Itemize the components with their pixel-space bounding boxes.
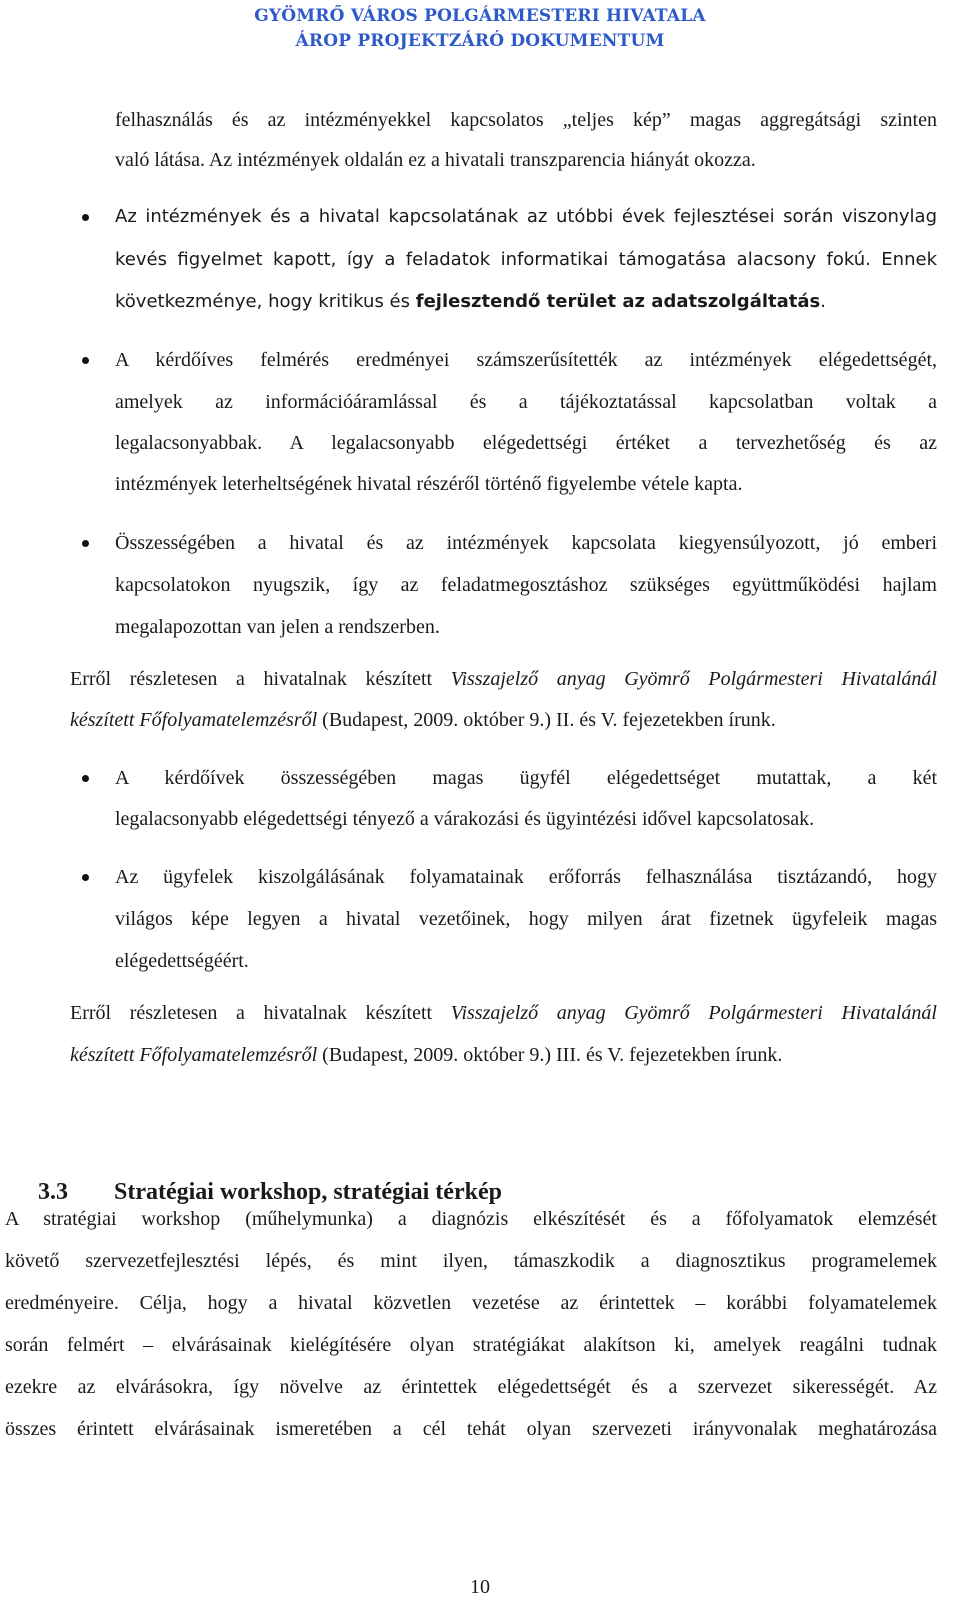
text-line: eredményeire. Célja, hogy a hivatal közvetlen vezetése az érintettek – korábbi folyamatelemek (5, 1292, 937, 1314)
document-title: készített Főfolyamatelemzésről (70, 709, 318, 731)
text-line: felhasználás és az intézményekkel kapcsolatos „teljes kép” magas aggregátsági szinten (115, 109, 937, 131)
document-title: készített Főfolyamatelemzésről (70, 1044, 318, 1066)
bullet-icon (82, 775, 89, 782)
bullet-icon (82, 540, 89, 547)
text-line: világos képe legyen a hivatal vezetőinek, hogy milyen árat fizetnek ügyfeleik magas (115, 908, 937, 930)
text-line: összes érintett elvárásainak ismeretében a cél tehát olyan szervezeti irányvonalak meghatározása (5, 1418, 937, 1440)
header-document-type: ÁROP PROJEKTZÁRÓ DOKUMENTUM (295, 31, 665, 51)
text-line: való látása. Az intézmények oldalán ez a hivatali transzparencia hiányát okozza. (115, 149, 756, 171)
header-organization: GYÖMRŐ VÁROS POLGÁRMESTERI HIVATALA (254, 6, 706, 26)
text-line: ezekre az elvárásokra, így növelve az érintettek elégedettségét és a szervezet sikerességét. Az (5, 1376, 937, 1398)
text-line: követő szervezetfejlesztési lépés, és mint ilyen, támaszkodik a diagnosztikus programelemek (5, 1250, 937, 1272)
reference-line: készített Főfolyamatelemzésről (Budapest, 2009. október 9.) III. és V. fejezetekben írunk. (70, 1044, 783, 1066)
text-line: Összességében a hivatal és az intézmények kapcsolata kiegyensúlyozott, jó emberi (115, 532, 937, 554)
bullet-icon (82, 214, 89, 221)
text-line: kapcsolatokon nyugszik, így az feladatmegosztáshoz szükséges együttműködési hajlam (115, 574, 937, 596)
reference-line: készített Főfolyamatelemzésről (Budapest, 2009. október 9.) II. és V. fejezetekben írunk. (70, 709, 776, 731)
text-line: során felmért – elvárásainak kielégítésére olyan stratégiákat alakítson ki, amelyek reagálni tudnak (5, 1334, 937, 1356)
text-line: intézmények leterheltségének hivatal részéről történő figyelembe vétele kapta. (115, 473, 743, 495)
text-line: Az ügyfelek kiszolgálásának folyamatainak erőforrás felhasználása tisztázandó, hogy (115, 866, 937, 888)
page-number: 10 (470, 1576, 490, 1598)
text-line: legalacsonyabb elégedettségi tényező a várakozási és ügyintézési idővel kapcsolatosak. (115, 808, 815, 830)
text-line: legalacsonyabbak. A legalacsonyabb elégedettségi értéket a tervezhetőség és az (115, 432, 937, 454)
section-title: Stratégiai workshop, stratégiai térkép (114, 1179, 502, 1205)
text-line: Az intézmények és a hivatal kapcsolatának az utóbbi évek fejlesztései során viszonylag (115, 206, 937, 227)
text-line: megalapozottan van jelen a rendszerben. (115, 616, 440, 638)
document-title: Visszajelző anyag Gyömrő Polgármesteri Hivatalánál (450, 1002, 937, 1024)
text-line: elégedettségéért. (115, 950, 249, 972)
text-line: A kérdőívek összességében magas ügyfél elégedettséget mutattak, a két (115, 767, 937, 789)
section-heading (38, 1179, 502, 1206)
bullet-icon (82, 357, 89, 364)
text-line: következménye, hogy kritikus és fejlesztendő terület az adatszolgáltatás. (115, 291, 826, 312)
reference-line: Erről részletesen a hivatalnak készített Visszajelző anyag Gyömrő Polgármesteri Hivatalánál (70, 668, 937, 690)
reference-line: Erről részletesen a hivatalnak készített Visszajelző anyag Gyömrő Polgármesteri Hivatalánál (70, 1002, 937, 1024)
emphasis-text: fejlesztendő terület az adatszolgáltatás (415, 291, 821, 312)
text-line: amelyek az információáramlással és a tájékoztatással kapcsolatban voltak a (115, 391, 937, 413)
document-title: Visszajelző anyag Gyömrő Polgármesteri Hivatalánál (450, 668, 937, 690)
document-header (0, 4, 960, 54)
text-line: kevés figyelmet kapott, így a feladatok informatikai támogatása alacsony fokú. Ennek (115, 249, 937, 270)
text-line: A kérdőíves felmérés eredményei számszerűsítették az intézmények elégedettségét, (115, 349, 937, 371)
section-number: 3.3 (38, 1179, 68, 1205)
text-line: A stratégiai workshop (műhelymunka) a diagnózis elkészítését és a főfolyamatok elemzését (5, 1208, 937, 1230)
bullet-icon (82, 874, 89, 881)
